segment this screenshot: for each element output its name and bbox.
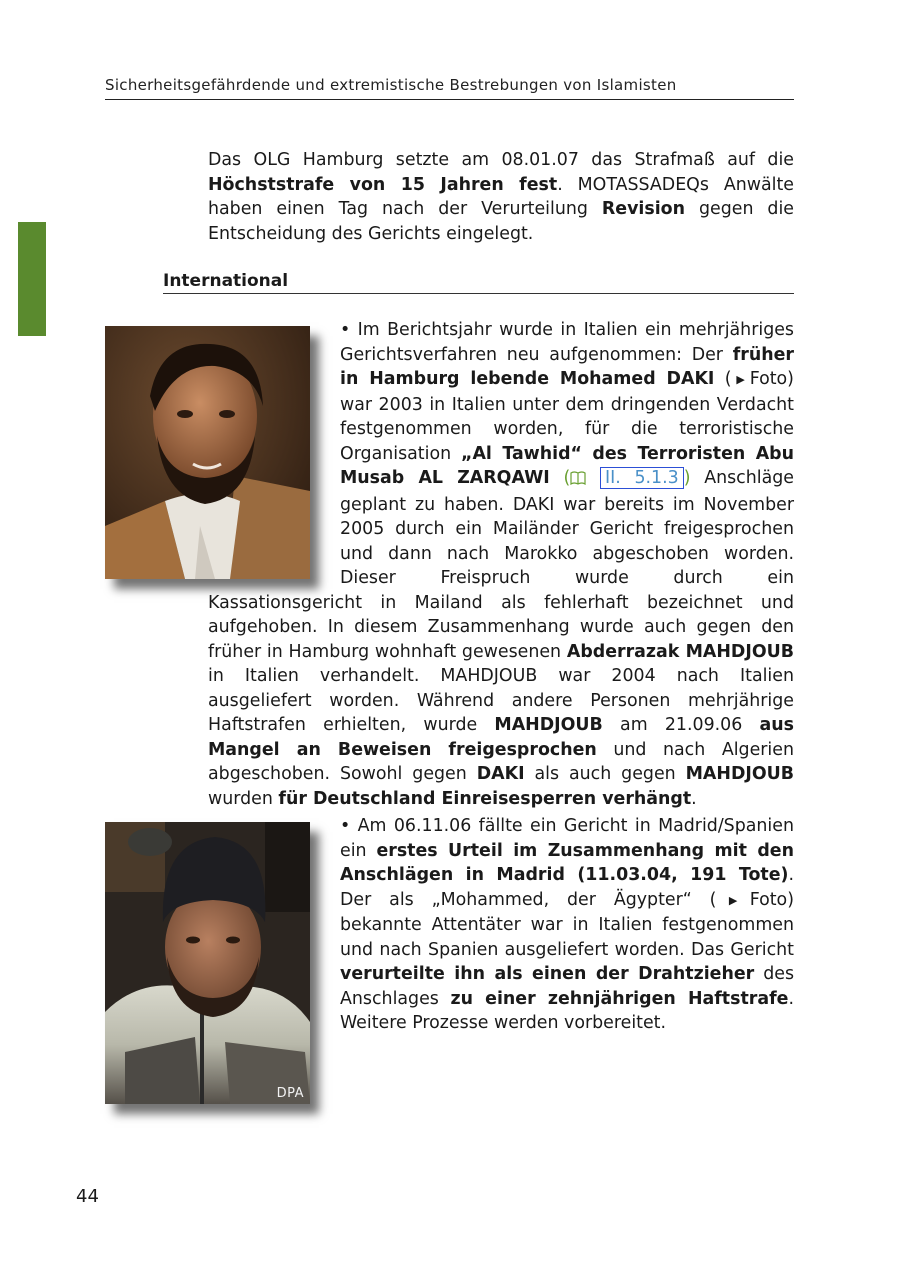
ref-open: ( — [549, 468, 571, 488]
photo-credit: DPA — [276, 1086, 304, 1101]
para1-bold-1: früher in Hamburg lebende Mohamed DAKI — [340, 344, 794, 389]
para1-text-2: ( — [714, 369, 732, 389]
ref-close: ) — [683, 468, 691, 488]
para2-text-3: Foto) bekannte Attentäter war in Italien festgenommen und nach Spanien ausgeliefert worden. Das Gericht — [340, 889, 794, 960]
para1-text-8: als auch gegen — [524, 764, 686, 784]
para1-text-9: wurden — [208, 788, 279, 809]
photo2-text-wrap — [208, 814, 340, 1044]
para2-text-5: . Weitere Prozesse werden vorbereitet. — [340, 988, 794, 1033]
para1-bold-4: MAHDJOUB — [494, 715, 603, 735]
para2-bold-1: erstes Urteil im Zusammenhang mit den Anschlägen in Madrid (11.03.04, 191 Tote) — [340, 840, 794, 885]
para2-bold-3: zu einer zehnjährigen Haftstrafe — [450, 988, 789, 1009]
intro-paragraph — [208, 148, 794, 246]
intro-text-1: Das OLG Hamburg setzte am 08.01.07 das Strafmaß auf die — [208, 150, 794, 170]
intro-bold-1: Höchststrafe von 15 Jahren fest — [208, 174, 558, 195]
para1-text-7: und nach Algerien abgeschoben. Sowohl gegen — [208, 739, 794, 784]
section-heading: International — [163, 271, 794, 294]
triangle-right-icon: ▶ — [731, 373, 750, 386]
para1-bold-6: DAKI — [476, 764, 525, 784]
para1-bold-7: MAHDJOUB — [685, 764, 795, 784]
chapter-link[interactable]: II. 5.1.3 — [600, 467, 684, 489]
para1-bold-8: für Deutschland Einreisesperren verhängt — [278, 788, 692, 809]
triangle-right-icon: ▶ — [716, 893, 750, 907]
para2-text-4: des Anschlages — [340, 964, 794, 1009]
para1-text-4: Anschläge geplant zu haben. DAKI war bereits im November 2005 durch ein Mailänder Gericht freigesprochen und dann nach Marokko abgeschoben worden. Dieser Freispruch wurde durch ein Kassationsgericht in Mailand als fehlerhaft bezeichnet und aufgehoben. In diesem Zusammenhang wurde auch gegen den früher in Hamburg wohnhaft gewesenen — [208, 468, 794, 662]
para1-text-10: . — [691, 788, 697, 809]
running-header: Sicherheitsgefährdende und extremistische Bestrebungen von Islamisten — [105, 76, 794, 100]
para2-text-2: . Der als „Mohammed, der Ägypter“ ( — [340, 865, 794, 910]
page-number: 44 — [76, 1186, 99, 1207]
photo1-text-wrap — [208, 318, 340, 586]
intro-text-2: . MOTASSADEQs Anwälte haben einen Tag nach der Verurteilung — [208, 174, 794, 219]
cross-reference — [550, 468, 691, 488]
chapter-marker-tab — [18, 222, 46, 336]
para1-text-5: in Italien verhandelt. MAHDJOUB war 2004 nach Italien ausgeliefert worden. Während andere Personen mehrjährige Haftstrafen erhielten, wurde — [208, 666, 794, 735]
para1-bold-2: „Al Tawhid“ des Terroristen Abu Musab AL ZARQAWI — [340, 443, 794, 488]
para1-text-6: am 21.09.06 — [602, 715, 760, 735]
para1-bold-3: Abderrazak MAHDJOUB — [566, 641, 794, 662]
para1-bold-5: aus Mangel an Beweisen freigesprochen — [208, 715, 795, 760]
intro-text-3: gegen die Entscheidung des Gerichts eingelegt. — [208, 199, 794, 244]
para2-bold-2: verurteilte ihn als einen der Drahtzieher — [340, 964, 755, 984]
para1-text-1: • Im Berichtsjahr wurde in Italien ein mehrjähriges Gerichtsverfahren neu aufgenommen: Der — [340, 320, 794, 365]
book-icon — [570, 468, 586, 493]
para1-text-3: Foto) war 2003 in Italien unter dem dringenden Verdacht festgenommen worden, für die terroristische Organisation — [340, 369, 794, 464]
intro-bold-2: Revision — [601, 199, 686, 219]
para2-text-1: • Am 06.11.06 fällte ein Gericht in Madrid/Spanien ein — [340, 816, 794, 861]
paragraph-daki — [208, 318, 794, 811]
paragraph-madrid — [208, 814, 794, 1044]
